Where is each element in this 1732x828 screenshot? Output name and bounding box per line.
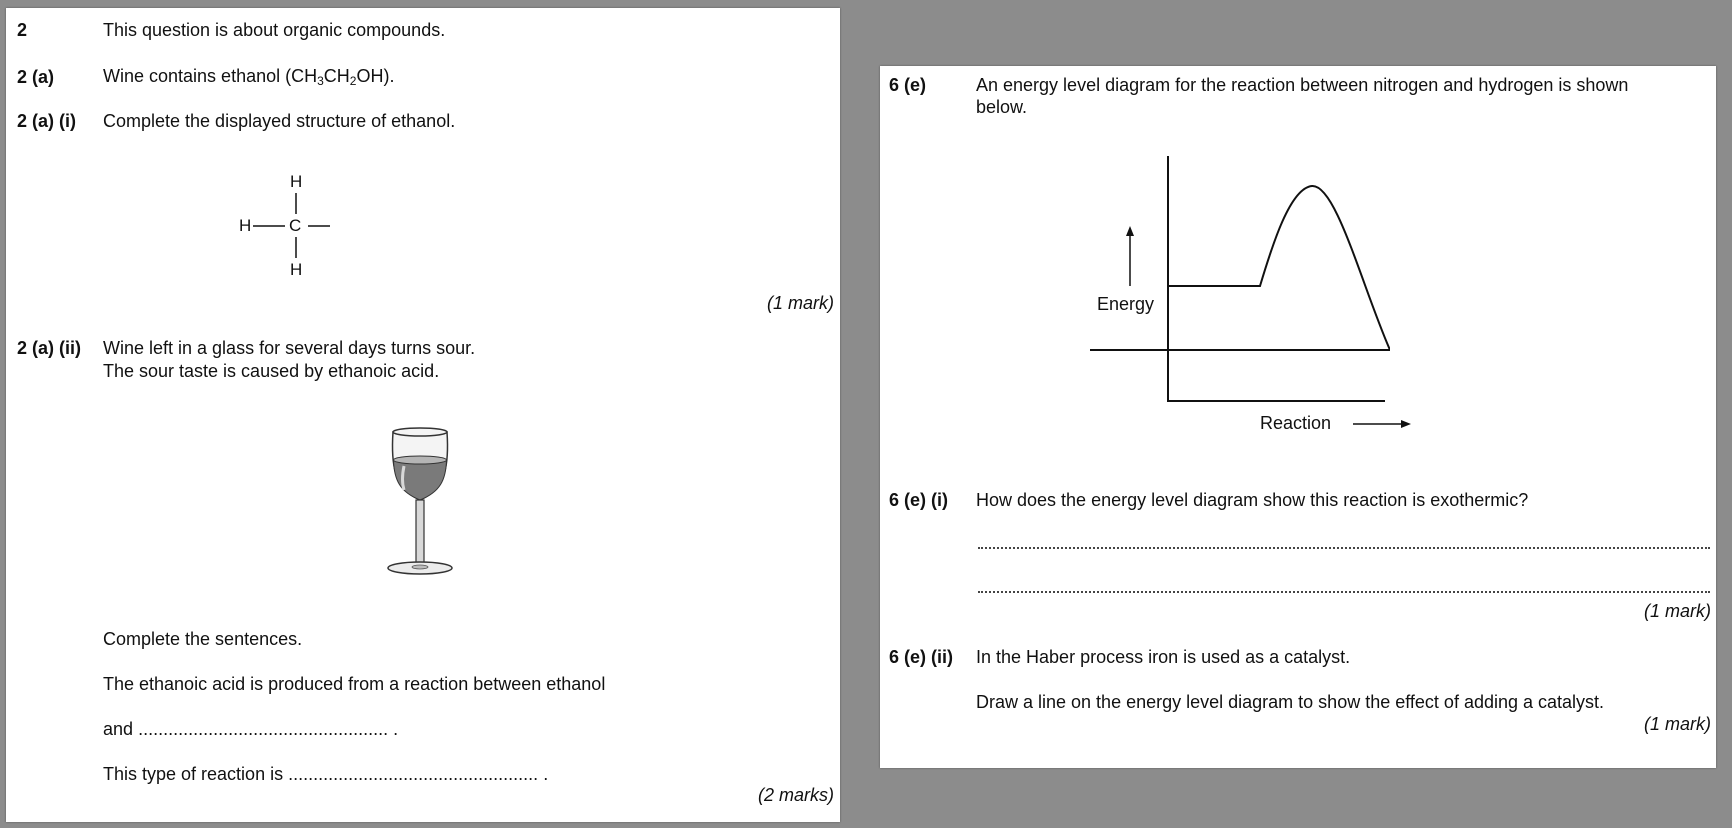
reaction-arrow-icon <box>1353 418 1413 430</box>
mark-allocation: (1 mark) <box>1644 601 1711 621</box>
instruction-text: Complete the sentences. <box>103 629 303 649</box>
sentence-text: This type of reaction is .................................................. . <box>103 764 549 784</box>
question-text: An energy level diagram for the reaction between nitrogen and hydrogen is shown <box>976 75 1629 95</box>
question-text: In the Haber process iron is used as a catalyst. <box>976 647 1351 667</box>
question-number: 2 (a) (i) <box>17 111 77 131</box>
answer-line[interactable] <box>978 591 1710 593</box>
answer-blank[interactable]: .................................................. <box>138 719 389 739</box>
answer-line[interactable] <box>978 547 1710 549</box>
y-axis-label: Energy <box>1097 294 1155 314</box>
question-number: 6 (e) <box>889 75 927 95</box>
carbon-atom: C <box>289 216 302 235</box>
left-exam-page <box>6 8 840 822</box>
ethanol-structure <box>236 170 346 290</box>
right-exam-page <box>880 66 1716 768</box>
x-axis-label: Reaction <box>1260 413 1332 433</box>
mark-allocation: (1 mark) <box>767 293 834 313</box>
question-text: Complete the displayed structure of ethanol. <box>103 111 456 131</box>
question-text: The sour taste is caused by ethanoic acid. <box>103 361 440 381</box>
question-number: 2 <box>17 20 28 40</box>
question-text: Wine contains ethanol $(CH_3CH_2OH)$. <box>103 66 395 88</box>
question-text: How does the energy level diagram show this reaction is exothermic? <box>976 490 1529 510</box>
question-text: This question is about organic compounds. <box>103 20 446 40</box>
question-number: 2 (a) <box>17 67 55 87</box>
mark-allocation: (2 marks) <box>758 785 834 805</box>
sentence-text: The ethanoic acid is produced from a reaction between ethanol <box>103 674 606 694</box>
question-text: Wine left in a glass for several days turns sour. <box>103 338 476 358</box>
question-text: Draw a line on the energy level diagram to show the effect of adding a catalyst. <box>976 692 1605 712</box>
question-number: 6 (e) (i) <box>889 490 949 510</box>
question-number: 6 (e) (ii) <box>889 647 954 667</box>
hydrogen-atom: H <box>239 216 252 235</box>
sentence-text: and .................................................. . <box>103 719 399 739</box>
answer-blank[interactable]: .................................................. <box>288 764 539 784</box>
question-number: 2 (a) (ii) <box>17 338 82 358</box>
energy-level-diagram[interactable] <box>1090 156 1390 433</box>
hydrogen-atom: H <box>290 260 303 279</box>
question-text: below. <box>976 97 1028 117</box>
hydrogen-atom: H <box>290 172 303 191</box>
mark-allocation: (1 mark) <box>1644 714 1711 734</box>
wine-glass-illustration <box>380 422 470 582</box>
